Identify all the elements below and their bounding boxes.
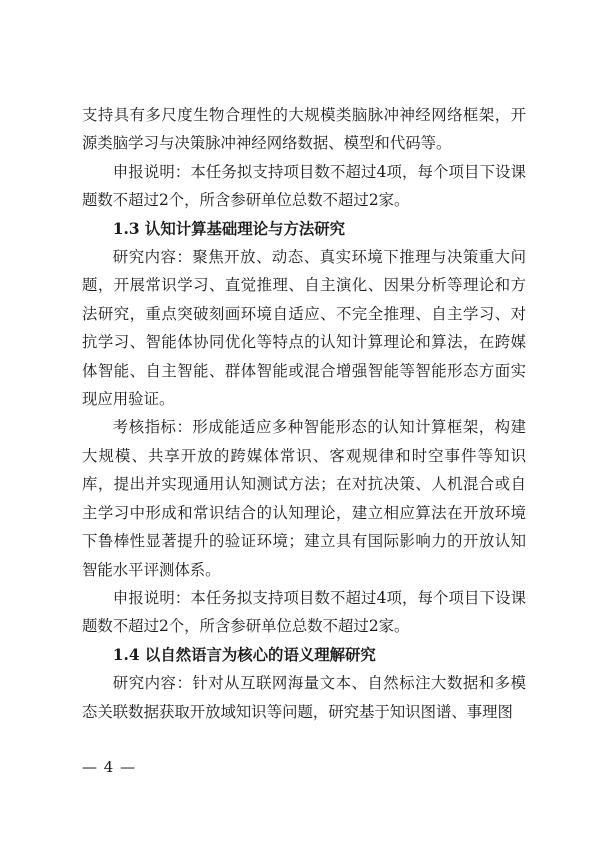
paragraph-assessment-indicators-1-3: 考核指标：形成能适应多种智能形态的认知计算框架，构建大规模、共享开放的跨媒体常识、客观规律和时空事件等知识库，提出并实现通用认知测试方法；在对抗决策、人机混合或自主学习中形成和常识结合的认知理论，建立相应算法在开放环境下鲁棒性显著提升的验证环境；建立具有国际影响力的开放认知智能水平评测体系。	[82, 418, 526, 579]
section-heading-1-3: 1.3 认知计算基础理论与方法研究	[112, 219, 346, 238]
paragraph-continuation: 支持具有多尺度生物合理性的大规模类脑脉冲神经网络框架，开源类脑学习与决策脉冲神经网络数据、模型和代码等。	[82, 106, 526, 153]
paragraph-application-note-1: 申报说明：本任务拟支持项目数不超过4项，每个项目下设课题数不超过2个，所含参研单位总数不超过2家。	[82, 162, 526, 210]
paragraph-research-content-1-3: 研究内容：聚焦开放、动态、真实环境下推理与决策重大问题，开展常识学习、直觉推理、自主演化、因果分析等理论和方法研究，重点突破刻画环境自适应、不完全推理、自主学习、对抗学习、智能体协同优化等特点的认知计算理论和算法，在跨媒体智能、自主智能、群体智能或混合增强智能等智能形态方面实现应用验证。	[82, 248, 526, 409]
paragraph-application-note-2: 申报说明：本任务拟支持项目数不超过4项，每个项目下设课题数不超过2个，所含参研单位总数不超过2家。	[82, 588, 526, 636]
page-number: — 4 —	[82, 758, 137, 776]
document-body	[82, 101, 526, 726]
paragraph-research-content-1-4: 研究内容：针对从互联网海量文本、自然标注大数据和多模态关联数据获取开放域知识等问题，研究基于知识图谱、事理图	[82, 674, 526, 721]
section-heading-1-4: 1.4 以自然语言为核心的语义理解研究	[112, 645, 376, 664]
